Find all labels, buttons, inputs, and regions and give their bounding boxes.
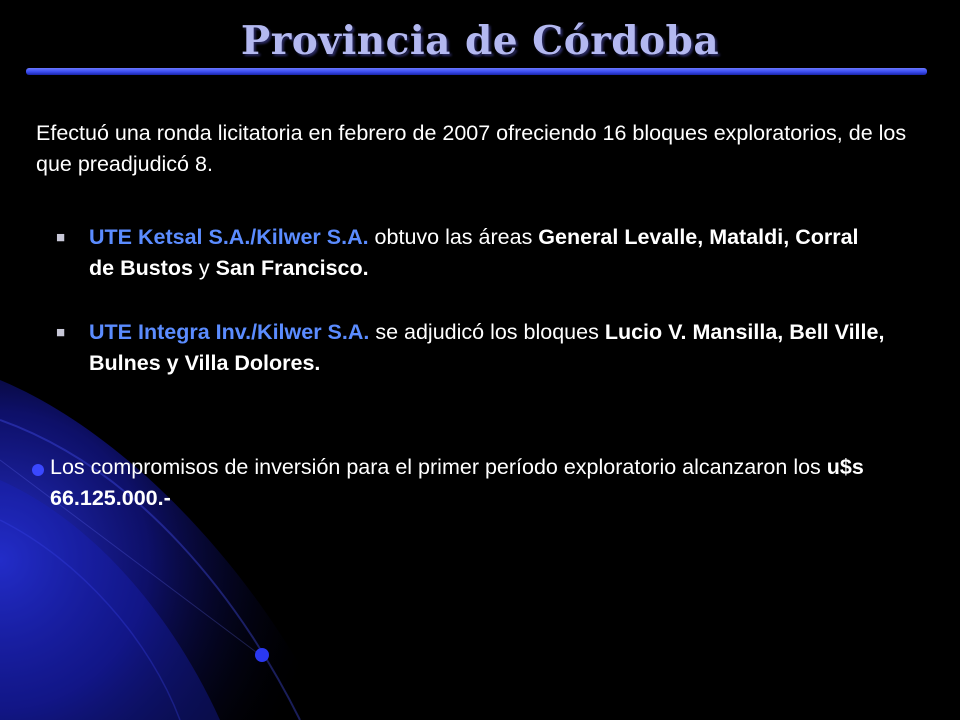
investment-amount: u$s 66.125.000.- bbox=[50, 455, 864, 510]
bullet-verb: obtuvo las áreas bbox=[368, 225, 539, 249]
area-names: San Francisco. bbox=[215, 256, 369, 280]
orb-dot bbox=[255, 648, 269, 662]
bullet-verb: se adjudicó los bloques bbox=[369, 320, 605, 344]
company-name: UTE Ketsal S.A./Kilwer S.A. bbox=[89, 225, 369, 249]
closing-paragraph bbox=[50, 452, 910, 514]
title-underline bbox=[26, 68, 927, 75]
orb-dot bbox=[32, 464, 44, 476]
list-item bbox=[56, 222, 886, 284]
closing-text: Los compromisos de inversión para el primer período exploratorio alcanzaron los bbox=[50, 455, 827, 479]
slide-title: Provincia de Córdoba bbox=[240, 18, 720, 64]
company-name: UTE Integra Inv./Kilwer S.A. bbox=[89, 320, 370, 344]
square-bullet-icon: ■ bbox=[56, 229, 66, 246]
area-names: Lucio V. Mansilla, Bell Ville, Bulnes y Villa Dolores. bbox=[89, 320, 885, 375]
bullet-list bbox=[56, 222, 886, 412]
square-bullet-icon: ■ bbox=[56, 324, 66, 341]
area-names: General Levalle, Mataldi, Corral de Bustos bbox=[89, 225, 859, 280]
list-item bbox=[56, 317, 886, 379]
intro-paragraph: Efectuó una ronda licitatoria en febrero de 2007 ofreciendo 16 bloques exploratorios, de los que preadjudicó 8. bbox=[36, 121, 907, 176]
bullet-conjunction: y bbox=[192, 256, 216, 280]
